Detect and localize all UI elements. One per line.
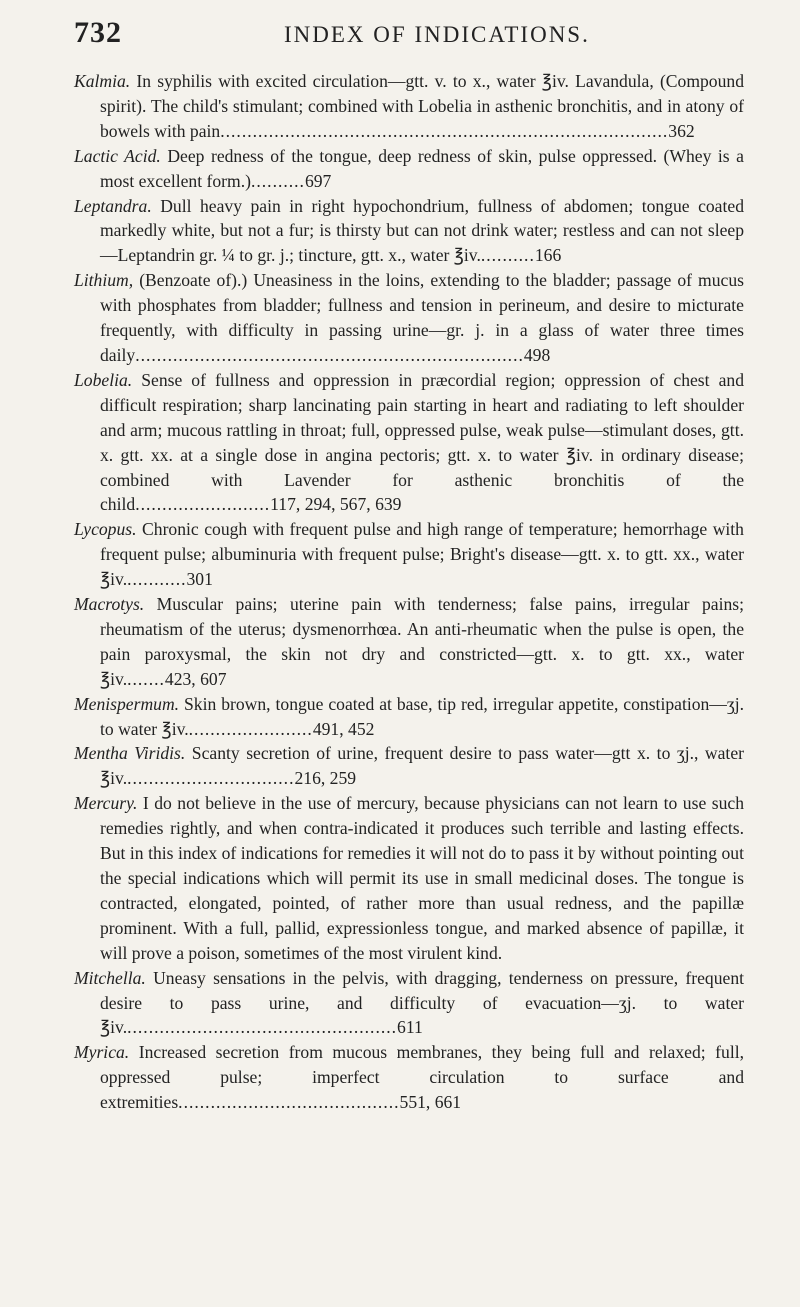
entry-text: Increased secretion from mucous membranes, they being full and relaxed; full, oppressed pulse; imperfect circulation to surface and extremities	[100, 1042, 744, 1113]
page-refs: 498	[523, 344, 551, 365]
index-entry	[74, 368, 744, 517]
entry-text: (Benzoate of).) Uneasiness in the loins, extending to the bladder; passage of mucus with phosphates from bladder; fullness and tension in perineum, and desire to micturate frequently, with difficulty in passing urine—gr. j. in a glass of water three times daily	[100, 270, 744, 365]
dot-leader: .........................................	[178, 1092, 400, 1113]
index-entry	[74, 517, 744, 592]
page-refs: 611	[397, 1017, 423, 1038]
page-refs: 216, 259	[294, 768, 357, 789]
index-entry	[74, 692, 744, 742]
running-head	[74, 16, 744, 56]
page-refs: 697	[304, 170, 332, 191]
entry-text: In syphilis with excited circulation—gtt. v. to x., water ℥iv. Lavandula, (Compound spirit). The child's stimulant; combined with Lobelia in asthenic bronchitis, and in atony of bowels with pain	[100, 71, 744, 141]
entry-term: Mercury.	[74, 793, 138, 814]
entry-term: Myrica.	[74, 1042, 130, 1063]
index-entry	[74, 741, 744, 791]
page-refs: 423, 607	[164, 668, 227, 689]
running-title: INDEX OF INDICATIONS.	[284, 22, 590, 47]
entry-text: Muscular pains; uterine pain with tenderness; false pains, irregular pains; rheumatism of the uterus; dysmenorrhœa. An anti-rheumatic when the pulse is open, the pain paroxysmal, the skin not dry and constricted—gtt. x. to gtt. xx., water ℥iv.	[100, 594, 744, 689]
entry-text: Scanty secretion of urine, frequent desire to pass water—gtt x. to ʒj., water ℥iv.	[100, 743, 744, 789]
entry-term: Leptandra.	[74, 195, 152, 216]
entry-text: Chronic cough with frequent pulse and high range of temperature; hemorrhage with frequent pulse; albuminuria with frequent pulse; Bright's disease—gtt. x. to gtt. xx., water ℥iv.	[100, 519, 744, 590]
dot-leader: .......	[127, 668, 165, 689]
entry-text: Uneasy sensations in the pelvis, with dragging, tenderness on pressure, frequent desire to pass urine, and difficulty of evacuation—ʒj. to water ℥iv.	[100, 967, 744, 1038]
entry-text: I do not believe in the use of mercury, because physicians can not learn to use such remedies rightly, and when contra-indicated it produces such terrible and lasting effects. But in this index of indications for remedies it will not do to pass it by without pointing out the special indications which will permit its use in small medicinal doses. The tongue is contracted, elongated, pointed, of rather more than usual redness, and the papillæ prominent. With a full, pallid, expressionless tongue, and marked absence of papillæ, it will prove a poison, sometimes of the most virulent kind.	[100, 793, 744, 963]
dot-leader: ..........	[480, 245, 535, 266]
entry-term: Mitchella.	[74, 967, 146, 988]
page-refs: 362	[668, 120, 695, 141]
dot-leader: ..................................................	[127, 1017, 398, 1038]
page-refs: 301	[186, 569, 213, 590]
dot-leader: ...........	[127, 569, 187, 590]
index-entry	[74, 592, 744, 692]
page-refs: 551, 661	[399, 1092, 462, 1113]
index-entry	[74, 1040, 744, 1115]
index-entry	[74, 791, 744, 965]
entry-term: Lactic Acid.	[74, 145, 161, 166]
entry-term: Lithium,	[74, 270, 134, 291]
dot-leader: ........................................................................	[135, 344, 524, 365]
index-entries	[74, 69, 744, 1115]
page-refs: 491, 452	[312, 718, 375, 739]
dot-leader: .........................	[135, 494, 271, 515]
page-refs: 166	[534, 245, 562, 266]
dot-leader: ..........	[250, 170, 305, 191]
page-number: 732	[74, 16, 122, 49]
entry-text: Sense of fullness and oppression in præcordial region; oppression of chest and difficult respiration; sharp lancinating pain starting in heart and radiating to left shoulder and arm; mucous rattling in throat; full, oppressed pulse, weak pulse—stimulant doses, gtt. x. gtt. xx. at a single dose in angina pectoris; gtt. x. to water ℥iv. in ordinary disease; combined with Lavender for asthenic bronchitis of the child	[100, 369, 744, 515]
index-entry	[74, 194, 744, 269]
page-refs: 117, 294, 567, 639	[270, 494, 402, 515]
entry-term: Lobelia.	[74, 369, 133, 390]
entry-term: Lycopus.	[74, 519, 137, 540]
index-entry	[74, 966, 744, 1041]
entry-text: Dull heavy pain in right hypochondrium, fullness of abdomen; tongue coated markedly white, but not a fur; is thirsty but can not drink water; restless and can not sleep—Leptandrin gr. ¼ to gr. j.; tincture, gtt. x., water ℥iv.	[100, 195, 744, 266]
entry-term: Mentha Viridis.	[74, 743, 186, 764]
dot-leader: ...................................................................................	[220, 120, 669, 141]
index-entry	[74, 144, 744, 194]
index-entry	[74, 69, 744, 144]
entry-term: Kalmia.	[74, 71, 131, 91]
entry-text: Deep redness of the tongue, deep redness of skin, pulse oppressed. (Whey is a most excellent form.)	[100, 145, 744, 191]
entry-term: Macrotys.	[74, 594, 145, 615]
entry-text: Skin brown, tongue coated at base, tip red, irregular appetite, constipation—ʒj. to water ℥iv.	[100, 693, 744, 739]
entry-term: Menispermum.	[74, 693, 180, 714]
dot-leader: .......................	[188, 718, 313, 739]
index-entry	[74, 268, 744, 368]
dot-leader: ...............................	[127, 768, 295, 789]
